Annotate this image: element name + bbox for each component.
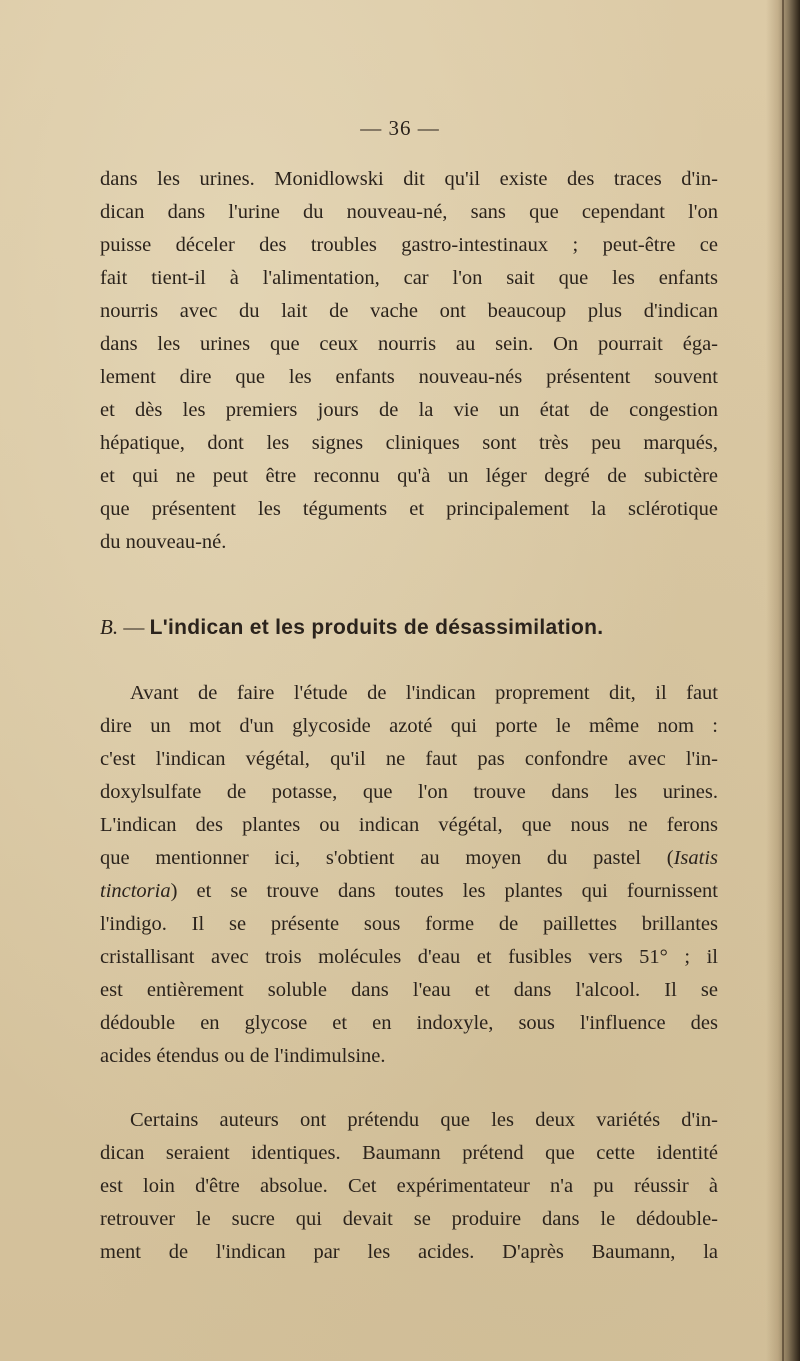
latin-name-italic: tinctoria: [100, 880, 171, 902]
text-line: l'indigo. Il se présente sous forme de paillettes brillantes: [100, 913, 718, 935]
text-line: nourris avec du lait de vache ont beaucoup plus d'indican: [100, 300, 718, 322]
text-line: acides étendus ou de l'indimulsine.: [100, 1045, 386, 1067]
text-fragment: que mentionner ici, s'obtient au moyen du pastel (: [100, 847, 674, 869]
text-line: que présentent les téguments et principalement la sclérotique: [100, 498, 718, 520]
section-letter: B.: [100, 615, 119, 639]
text-line: fait tient-il à l'alimentation, car l'on sait que les enfants: [100, 267, 718, 289]
text-line: dican seraient identiques. Baumann prétend que cette identité: [100, 1142, 718, 1164]
text-line: est entièrement soluble dans l'eau et dans l'alcool. Il se: [100, 979, 718, 1001]
text-line: [100, 875, 718, 908]
paragraph-indican-vegetal: [100, 677, 718, 1073]
text-line: c'est l'indican végétal, qu'il ne faut pas confondre avec l'in-: [100, 748, 718, 770]
text-line: L'indican des plantes ou indican végétal, que nous ne ferons: [100, 814, 718, 836]
text-line: dican dans l'urine du nouveau-né, sans que cependant l'on: [100, 201, 718, 223]
latin-name-italic: Isatis: [673, 847, 718, 869]
page-edge-line: [782, 0, 784, 1361]
text-line: [100, 842, 718, 875]
section-heading: [100, 612, 740, 643]
text-line: dire un mot d'un glycoside azoté qui porte le même nom :: [100, 715, 718, 737]
text-fragment: ) et se trouve dans toutes les plantes qui fournissent: [170, 880, 718, 902]
text-line: puisse déceler des troubles gastro-intestinaux ; peut-être ce: [100, 234, 718, 256]
text-line: et dès les premiers jours de la vie un état de congestion: [100, 399, 718, 421]
text-line: Certains auteurs ont prétendu que les deux variétés d'in-: [130, 1109, 718, 1131]
text-line: ment de l'indican par les acides. D'après Baumann, la: [100, 1241, 718, 1263]
text-line: hépatique, dont les signes cliniques sont très peu marqués,: [100, 432, 718, 454]
paragraph-varietes-indican: [100, 1104, 718, 1269]
text-line: doxylsulfate de potasse, que l'on trouve dans les urines.: [100, 781, 718, 803]
text-line: cristallisant avec trois molécules d'eau et fusibles vers 51° ; il: [100, 946, 718, 968]
text-line: du nouveau-né.: [100, 531, 227, 553]
section-dash: —: [118, 615, 150, 639]
text-line: retrouver le sucre qui devait se produire dans le dédouble-: [100, 1208, 718, 1230]
text-line: dans les urines que ceux nourris au sein. On pourrait éga-: [100, 333, 718, 355]
paragraph-urines-nouveau-ne: [100, 163, 718, 559]
text-line: lement dire que les enfants nouveau-nés présentent souvent: [100, 366, 718, 388]
text-line: dédouble en glycose et en indoxyle, sous l'influence des: [100, 1012, 718, 1034]
text-line: dans les urines. Monidlowski dit qu'il existe des traces d'in-: [100, 168, 718, 190]
text-line: est loin d'être absolue. Cet expérimentateur n'a pu réussir à: [100, 1175, 718, 1197]
text-line: Avant de faire l'étude de l'indican proprement dit, il faut: [130, 682, 718, 704]
section-title: L'indican et les produits de désassimilation.: [149, 616, 604, 639]
text-line: et qui ne peut être reconnu qu'à un léger degré de subictère: [100, 465, 718, 487]
page-number: — 36 —: [360, 116, 440, 140]
